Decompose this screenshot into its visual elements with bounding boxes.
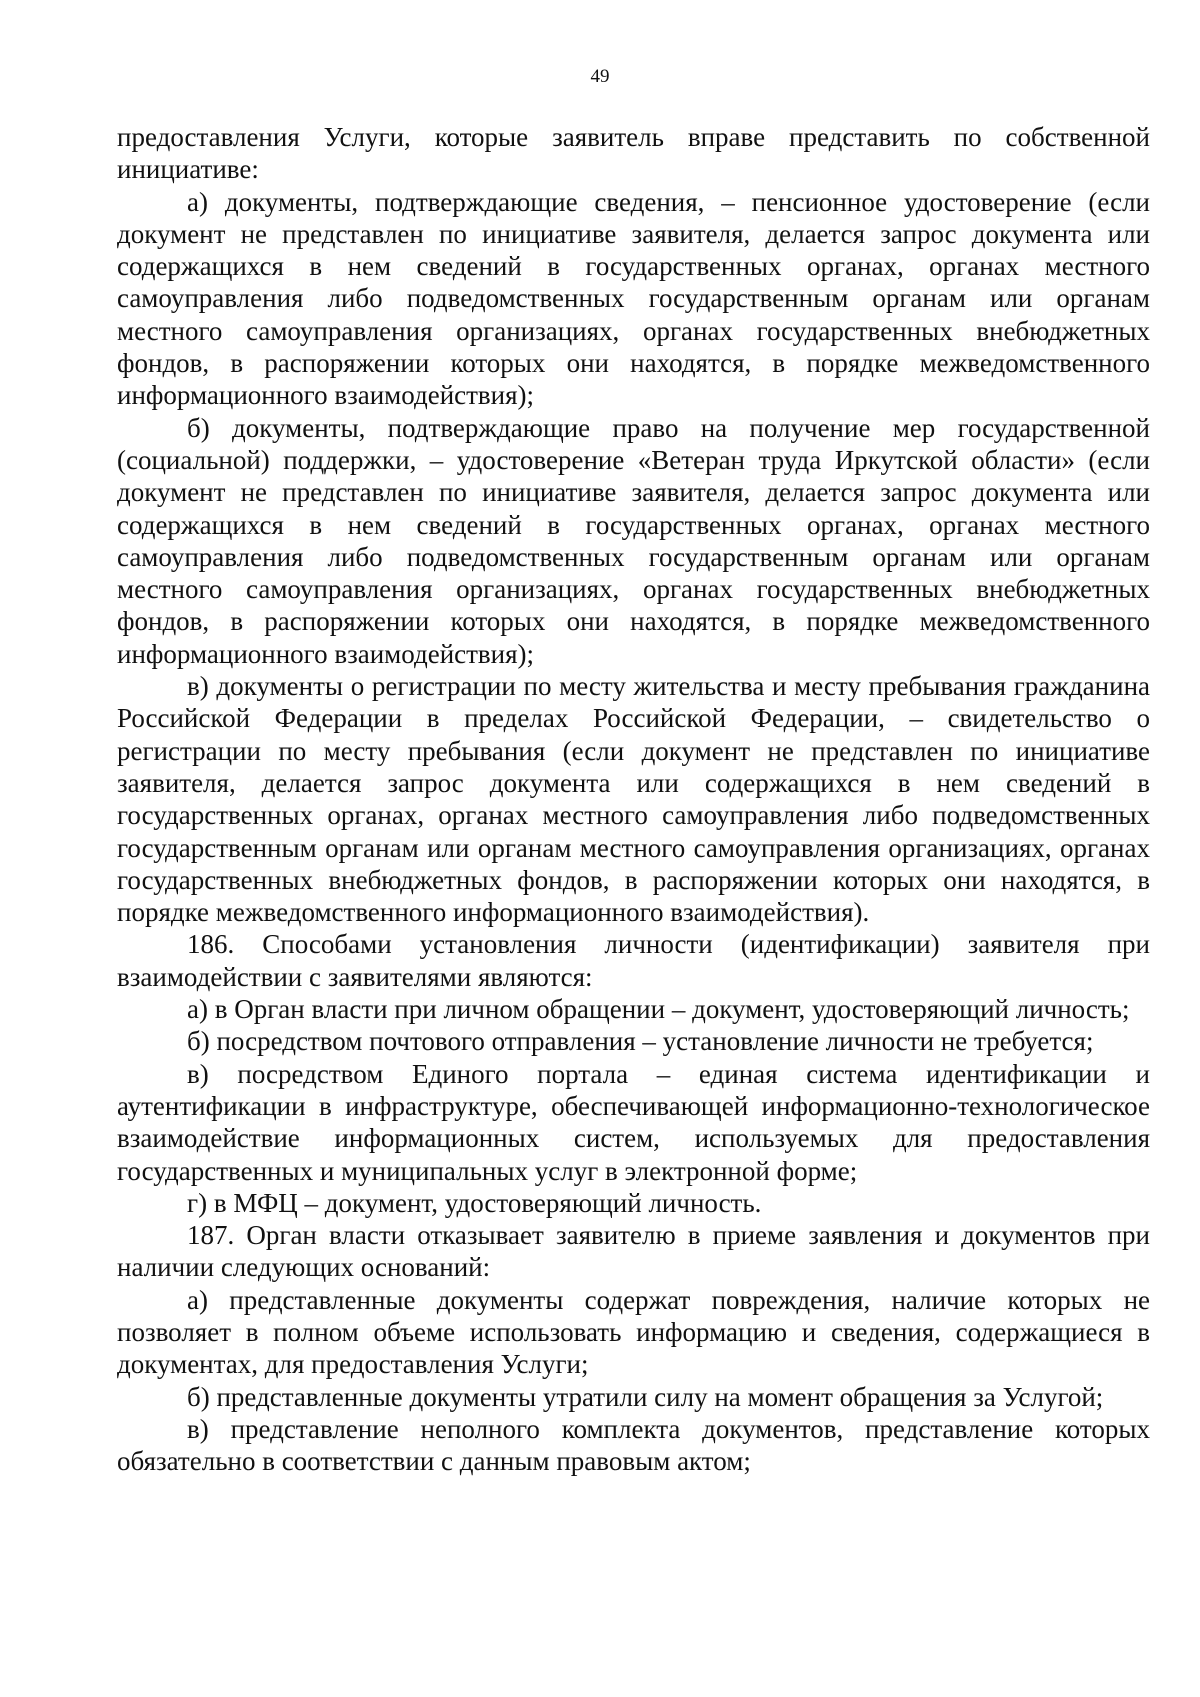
paragraph-187-b: б) представленные документы утратили силу на момент обращения за Услугой;: [187, 1381, 1104, 1412]
page-number: 49: [590, 66, 610, 87]
paragraph-187-intro: 187. Орган власти отказывает заявителю в приеме заявления и документов при наличии следующих оснований:: [117, 1220, 1150, 1283]
document-body: [117, 121, 1150, 1477]
paragraph-187-a: а) представленные документы содержат повреждения, наличие которых не позволяет в полном объеме использовать информацию и сведения, содержащиеся в документах, для предоставления Услуги;: [117, 1284, 1150, 1380]
paragraph-item-v-registration: в) документы о регистрации по месту жительства и месту пребывания гражданина Российской Федерации в пределах Российской Федерации, – свидетельство о регистрации по месту пребывания (если документ не представлен по инициативе заявителя, делается запрос документа или содержащихся в нем сведений в государственных органах, органах местного самоуправления либо подведомственных государственным органам или органам местного самоуправления организациях, органах государственных внебюджетных фондов, в распоряжении которых они находятся, в порядке межведомственного информационного взаимодействия).: [117, 671, 1150, 928]
paragraph-continuation: предоставления Услуги, которые заявитель вправе представить по собственной инициативе:: [117, 122, 1150, 185]
paragraph-item-a-pension: а) документы, подтверждающие сведения, – пенсионное удостоверение (если документ не представлен по инициативе заявителя, делается запрос документа или содержащихся в нем сведений в государственных органах, органах местного самоуправления либо подведомственных государственным органам или органам местного самоуправления организациях, органах государственных внебюджетных фондов, в распоряжении которых они находятся, в порядке межведомственного информационного взаимодействия);: [117, 186, 1150, 411]
paragraph-item-b-veteran: б) документы, подтверждающие право на получение мер государственной (социальной) поддержки, – удостоверение «Ветеран труда Иркутской области» (если документ не представлен по инициативе заявителя, делается запрос документа или содержащихся в нем сведений в государственных органах, органах местного самоуправления либо подведомственных государственным органам или органам местного самоуправления организациях, органах государственных внебюджетных фондов, в распоряжении которых они находятся, в порядке межведомственного информационного взаимодействия);: [117, 412, 1150, 669]
paragraph-187-v: в) представление неполного комплекта документов, представление которых обязательно в соответствии с данным правовым актом;: [117, 1413, 1150, 1477]
paragraph-186-b: б) посредством почтового отправления – установление личности не требуется;: [187, 1026, 1094, 1057]
paragraph-186-v: в) посредством Единого портала – единая система идентификации и аутентификации в инфраструктуре, обеспечивающей информационно-технологическое взаимодействие информационных систем, используемых для предоставления государственных и муниципальных услуг в электронной форме;: [117, 1058, 1150, 1186]
paragraph-186-a: а) в Орган власти при личном обращении – документ, удостоверяющий личность;: [187, 994, 1130, 1025]
paragraph-186-intro: 186. Способами установления личности (идентификации) заявителя при взаимодействии с заявителями являются:: [117, 929, 1150, 992]
paragraph-186-g: г) в МФЦ – документ, удостоверяющий личность.: [187, 1187, 762, 1218]
